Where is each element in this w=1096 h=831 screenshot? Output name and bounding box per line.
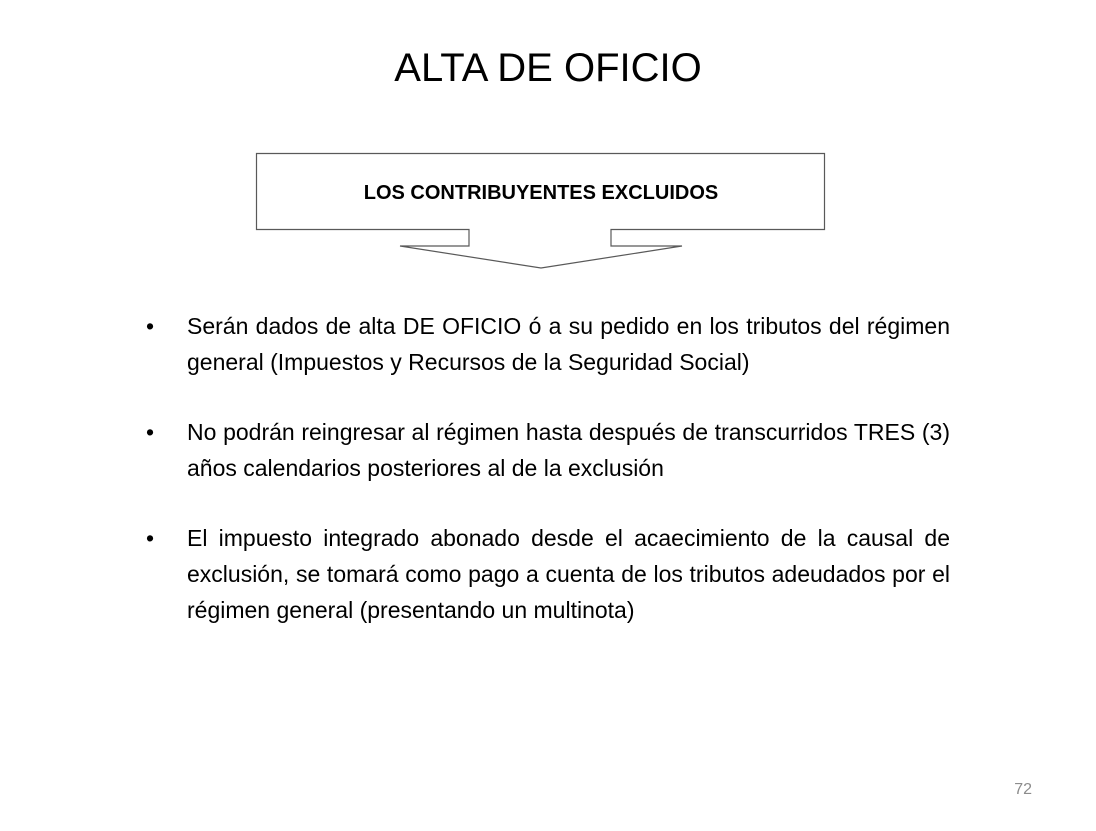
callout-label: LOS CONTRIBUYENTES EXCLUIDOS — [363, 182, 719, 204]
slide-title: ALTA DE OFICIO — [394, 46, 702, 90]
bullet-item — [140, 308, 950, 380]
slide-number: 72 — [1014, 781, 1032, 798]
bullet-item — [140, 414, 950, 486]
callout-arrow-outline — [256, 153, 826, 269]
bullet-list — [140, 308, 950, 662]
bullet-text: Serán dados de alta DE OFICIO ó a su pedido en los tributos del régimen general (Impuestos y Recursos de la Seguridad Social) — [187, 313, 950, 375]
bullet-dot: • — [146, 313, 155, 339]
bullet-text: No podrán reingresar al régimen hasta después de transcurridos TRES (3) años calendarios posteriores al de la exclusión — [187, 419, 950, 481]
bullet-item — [140, 520, 950, 628]
bullet-text: El impuesto integrado abonado desde el acaecimiento de la causal de exclusión, se tomará como pago a cuenta de los tributos adeudados por el régimen general (presentando un multinota) — [187, 525, 950, 623]
bullet-dot: • — [146, 419, 155, 445]
callout-arrow-box — [256, 153, 826, 269]
bullet-dot: • — [146, 525, 155, 551]
